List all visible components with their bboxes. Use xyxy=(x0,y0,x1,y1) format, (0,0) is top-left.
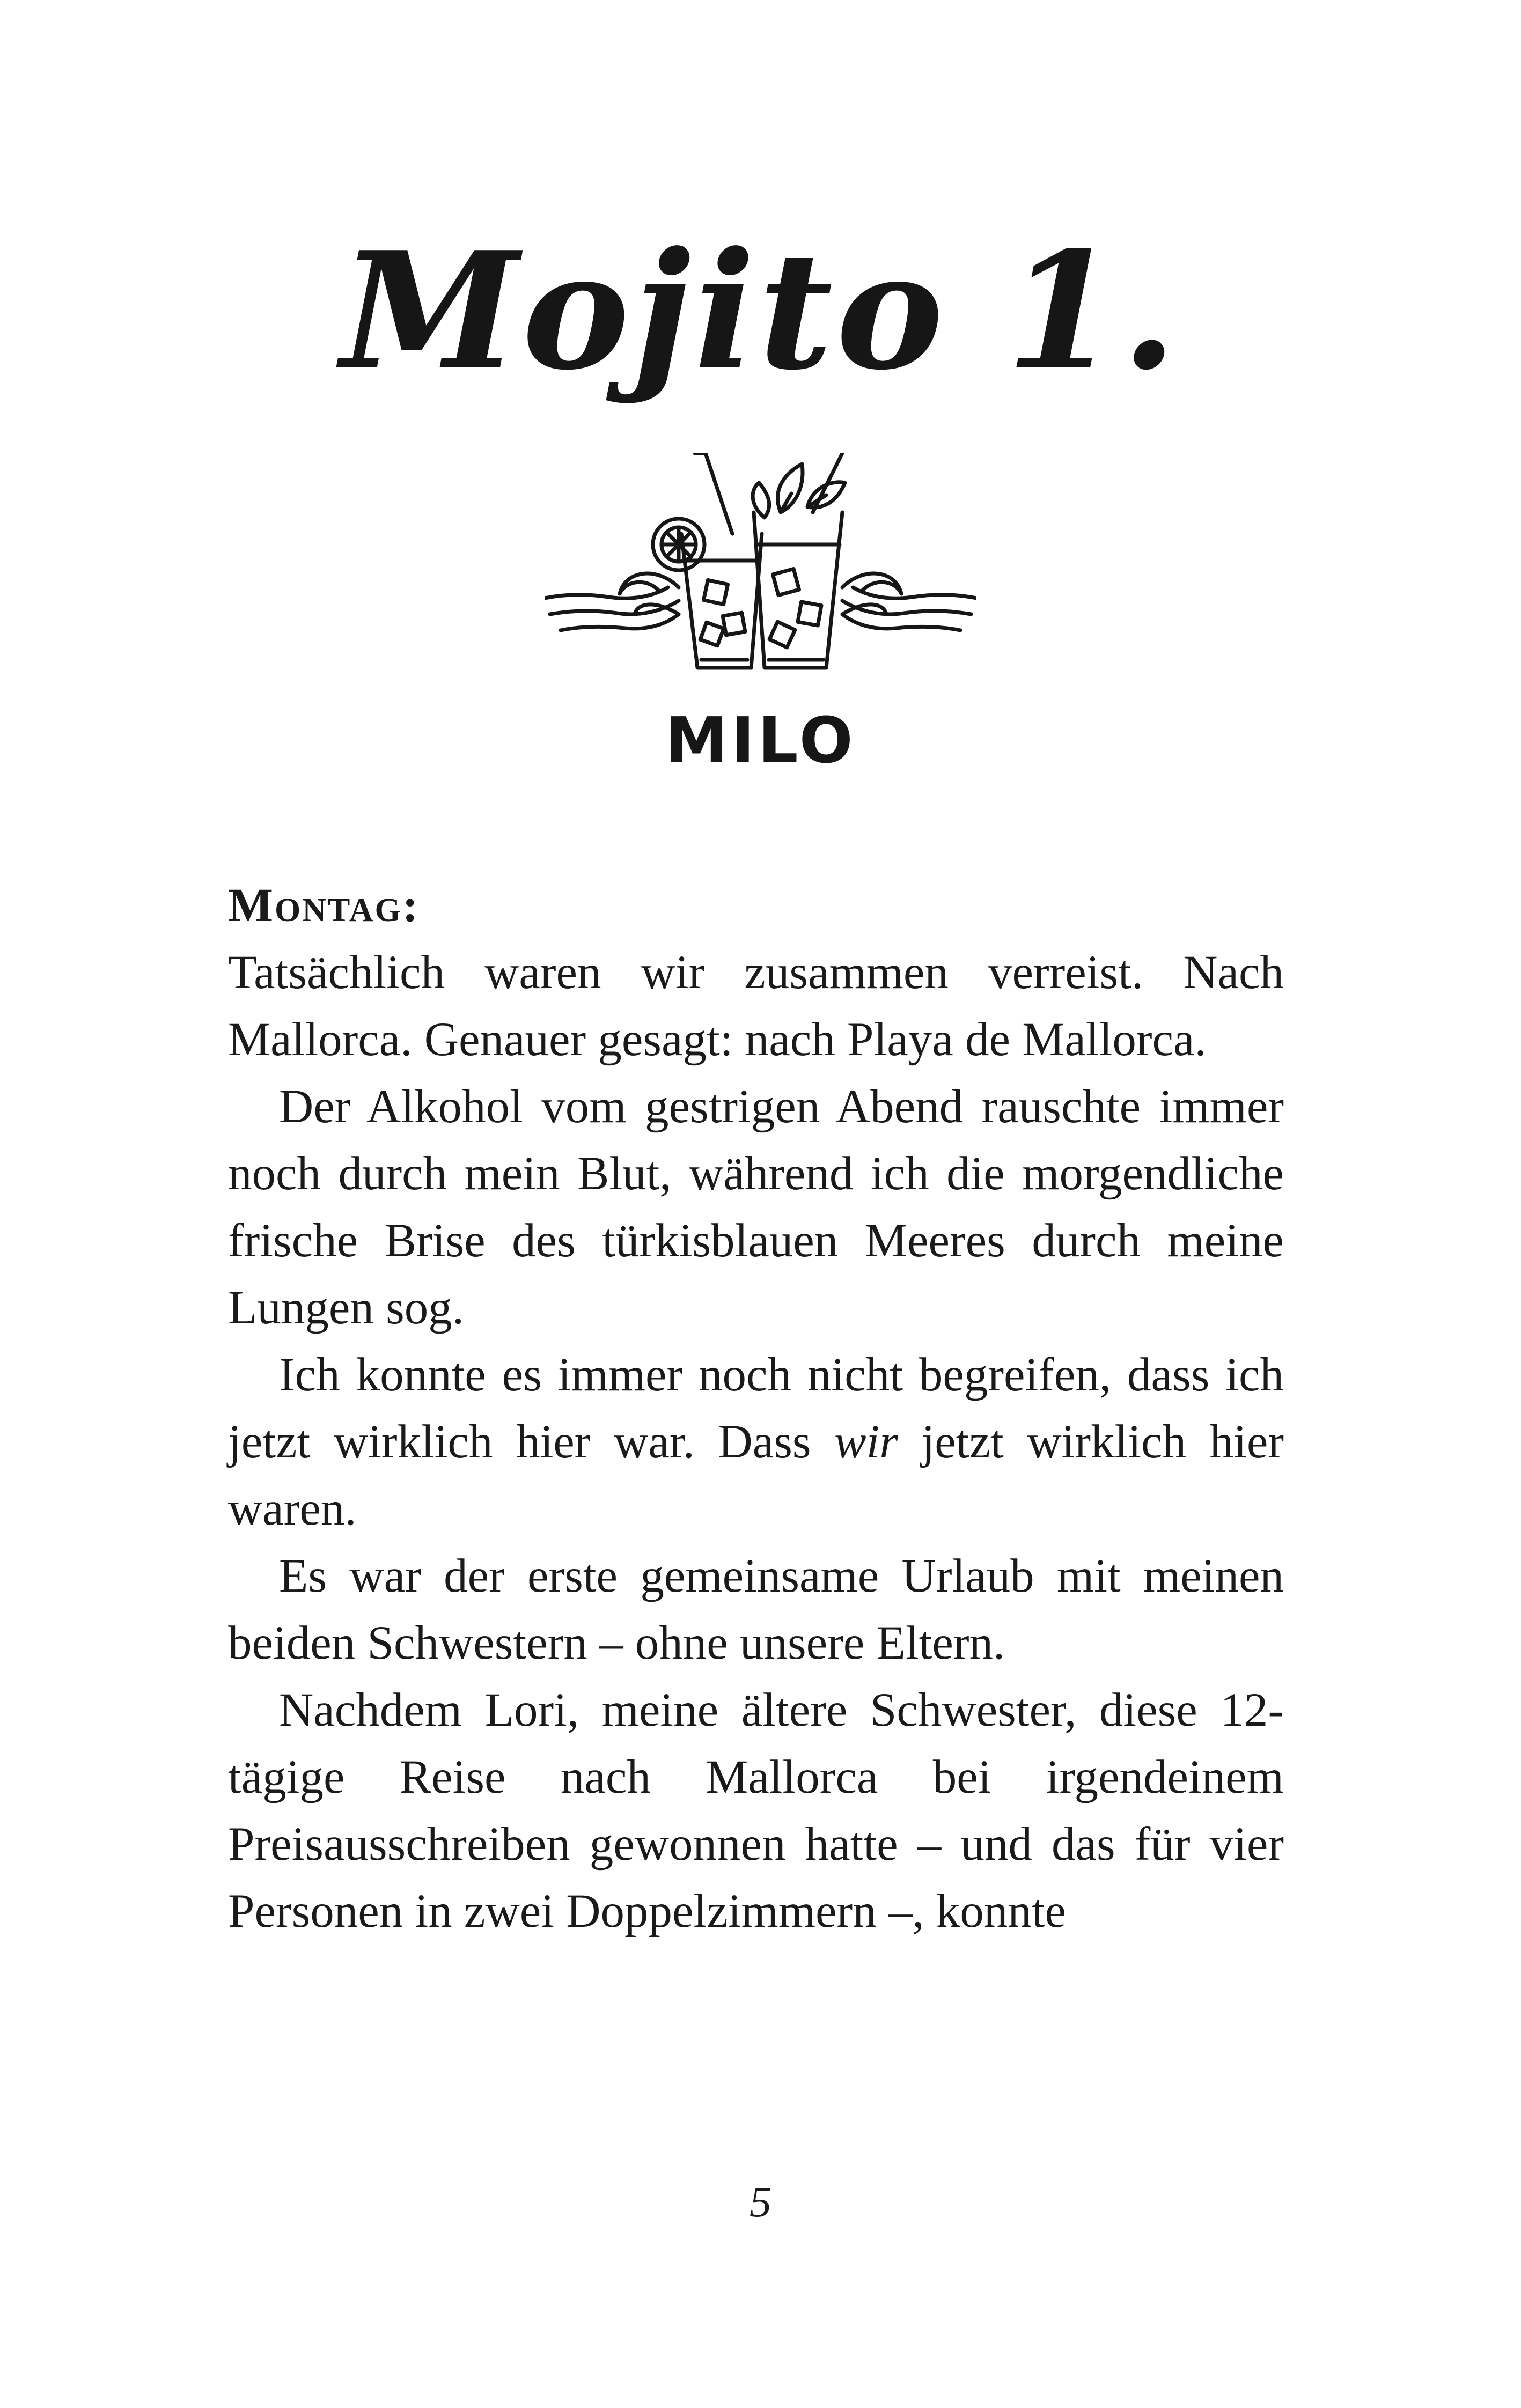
paragraph-5: Nachdem Lori, meine ältere Schwester, diese 12-tägige Reise nach Mallorca bei irgendeinem Preisausschreiben gewonnen hatte – und das für vier Personen in zwei Doppelzimmern –, konnte xyxy=(228,1684,1284,1938)
mojito-glasses-icon xyxy=(545,453,976,679)
day-heading: Montag: xyxy=(228,879,420,932)
paragraph-3 xyxy=(228,1342,1284,1543)
paragraph-3-end: jetzt wirklich hier waren. xyxy=(228,1416,1284,1535)
page-number: 5 xyxy=(750,2177,771,2226)
chapter-body xyxy=(228,872,1284,1945)
paragraph-3-start: Ich konnte es immer noch nicht begreifen, dass ich jetzt wirklich hier war. Dass xyxy=(228,1349,1284,1468)
pov-character-name: MILO xyxy=(665,703,856,777)
paragraph-1: Tatsächlich waren wir zusammen verreist. Nach Mallorca. Genauer gesagt: nach Playa de Mallorca. xyxy=(228,946,1284,1066)
chapter-title: Mojito 1. xyxy=(341,216,1180,406)
paragraph-2: Der Alkohol vom gestrigen Abend rauschte immer noch durch mein Blut, während ich die morgendliche frische Brise des türkisblauen Meeres durch meine Lungen sog. xyxy=(228,1080,1284,1334)
paragraph-4: Es war der erste gemeinsame Urlaub mit meinen beiden Schwestern – ohne unsere Eltern. xyxy=(228,1550,1284,1669)
emphasized-word: wir xyxy=(834,1416,898,1468)
